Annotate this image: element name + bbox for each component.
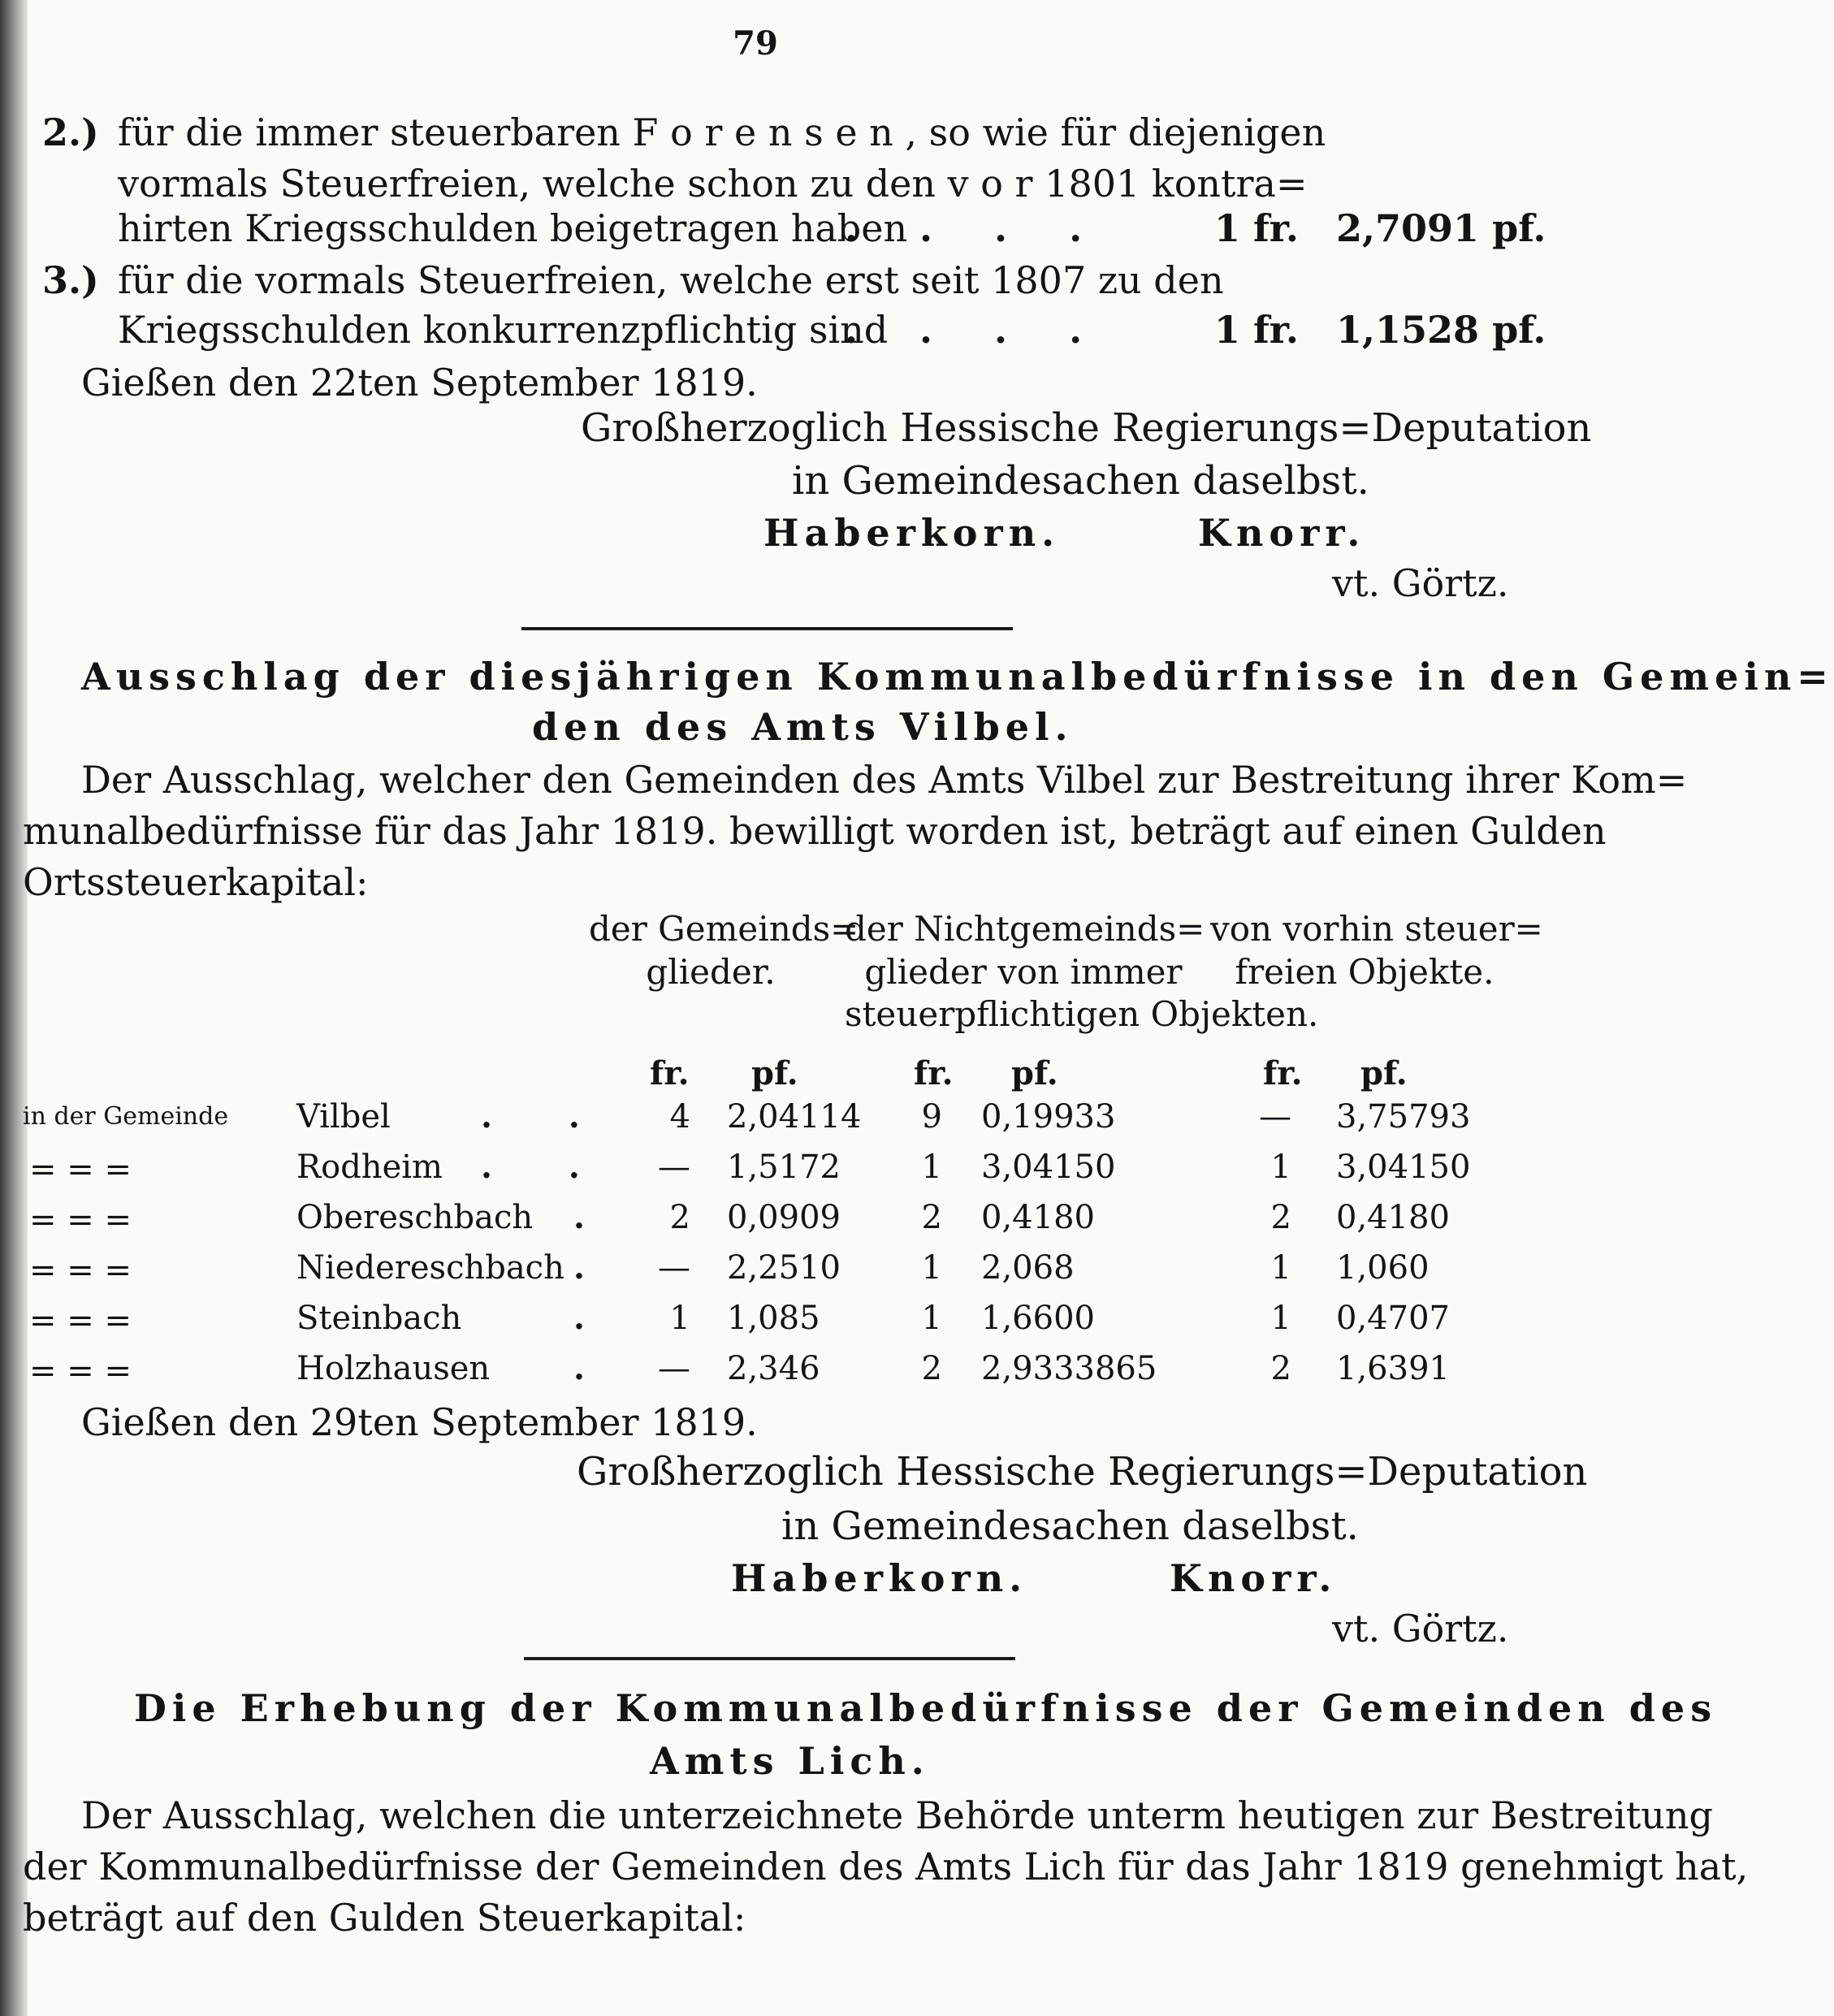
row-a-pf: 2,04114 bbox=[727, 1098, 862, 1136]
row-b-pf: 3,04150 bbox=[981, 1149, 1116, 1186]
row-place: Niedereschbach bbox=[296, 1249, 564, 1287]
row-b-kr: 2 bbox=[921, 1199, 942, 1236]
unit-pf-c: pf. bbox=[1360, 1054, 1408, 1092]
row-a-kr: — bbox=[658, 1350, 690, 1387]
row-a-kr: 4 bbox=[669, 1098, 690, 1136]
item-3-line-2: Kriegsschulden konkurrenzpflichtig sind bbox=[118, 308, 889, 352]
row-c-kr: 2 bbox=[1270, 1199, 1291, 1236]
row-a-pf: 0,0909 bbox=[727, 1199, 841, 1236]
row-dots: . bbox=[573, 1248, 585, 1287]
row-c-pf: 0,4707 bbox=[1336, 1300, 1450, 1337]
row-prefix: = = = bbox=[29, 1201, 132, 1239]
row-b-kr: 1 bbox=[921, 1249, 942, 1287]
row-c-pf: 0,4180 bbox=[1336, 1199, 1450, 1236]
vt-goertz-2: vt. Görtz. bbox=[1332, 1607, 1509, 1650]
row-a-kr: — bbox=[658, 1249, 690, 1287]
signatory-knorr-1: Knorr. bbox=[1198, 511, 1366, 555]
row-c-kr: 1 bbox=[1270, 1249, 1291, 1287]
signatory-haberkorn-2: Haberkorn. bbox=[731, 1556, 1028, 1600]
row-b-kr: 1 bbox=[921, 1300, 942, 1337]
row-prefix: in der Gemeinde bbox=[23, 1102, 229, 1131]
row-b-pf: 1,6600 bbox=[981, 1300, 1095, 1337]
item-2-pfennig: 2,7091 pf. bbox=[1336, 206, 1546, 250]
row-prefix: = = = bbox=[29, 1352, 132, 1390]
signatory-haberkorn-1: Haberkorn. bbox=[763, 511, 1061, 555]
row-dots: . . bbox=[481, 1148, 612, 1186]
date-line-2: Gießen den 29ten September 1819. bbox=[81, 1400, 758, 1444]
row-place: Rodheim bbox=[296, 1149, 443, 1186]
vt-goertz-1: vt. Görtz. bbox=[1332, 561, 1509, 605]
unit-kr-c: fr. bbox=[1263, 1054, 1303, 1092]
page-number: 79 bbox=[733, 24, 778, 63]
item-2-dots: . . . . bbox=[845, 206, 1107, 250]
unit-kr-a: fr. bbox=[650, 1054, 690, 1092]
row-a-pf: 2,2510 bbox=[727, 1249, 841, 1287]
section-divider-1 bbox=[521, 627, 1013, 630]
row-place: Holzhausen bbox=[296, 1350, 491, 1387]
row-dots: . bbox=[573, 1349, 585, 1387]
section-2-body-line-2: munalbedürfnisse für das Jahr 1819. bewilligt worden ist, beträgt auf einen Gulden bbox=[23, 809, 1607, 853]
section-3-title-line-2: Amts Lich. bbox=[650, 1739, 930, 1783]
unit-pf-a: pf. bbox=[751, 1054, 798, 1092]
section-3-body-line-3: beträgt auf den Gulden Steuerkapital: bbox=[23, 1896, 746, 1940]
row-a-kr: 1 bbox=[669, 1300, 690, 1337]
row-prefix: = = = bbox=[29, 1302, 132, 1339]
row-prefix: = = = bbox=[29, 1151, 132, 1188]
row-a-pf: 1,5172 bbox=[727, 1149, 841, 1186]
row-a-kr: — bbox=[658, 1149, 690, 1186]
section-2-body-line-1: Der Ausschlag, welcher den Gemeinden des Amts Vilbel zur Bestreitung ihrer Kom= bbox=[81, 758, 1688, 802]
row-dots: . bbox=[573, 1198, 585, 1236]
unit-kr-b: fr. bbox=[914, 1054, 954, 1092]
section-3-title-line-1: Die Erhebung der Kommunalbedürfnisse der Gemeinden des bbox=[134, 1686, 1718, 1730]
col-header-gemeindsglieder: der Gemeinds= glieder. bbox=[589, 909, 859, 992]
signature-authority-2-line-2: in Gemeindesachen daselbst. bbox=[781, 1503, 1359, 1549]
item-3-dots: . . . . bbox=[845, 308, 1107, 352]
row-place: Vilbel bbox=[296, 1098, 391, 1136]
row-c-kr: 2 bbox=[1270, 1350, 1291, 1387]
item-2-line-2: vormals Steuerfreien, welche schon zu den v o r 1801 kontra= bbox=[118, 162, 1308, 205]
section-divider-2 bbox=[524, 1657, 1015, 1660]
item-2-line-1: für die immer steuerbaren F o r e n s e n , so wie für diejenigen bbox=[118, 110, 1326, 154]
row-c-pf: 3,75793 bbox=[1336, 1098, 1471, 1136]
row-c-kr: — bbox=[1259, 1098, 1291, 1136]
section-3-body-line-1: Der Ausschlag, welchen die unterzeichnete Behörde unterm heutigen zur Bestreitung bbox=[81, 1793, 1713, 1837]
row-a-pf: 1,085 bbox=[727, 1300, 820, 1337]
item-3-kreuzer: 1 fr. bbox=[1214, 308, 1299, 352]
row-b-pf: 0,19933 bbox=[981, 1098, 1116, 1136]
date-line-1: Gießen den 22ten September 1819. bbox=[81, 361, 758, 404]
row-c-kr: 1 bbox=[1270, 1149, 1291, 1186]
signature-authority-1: Großherzoglich Hessische Regierungs=Deputation bbox=[581, 405, 1592, 451]
row-b-pf: 2,9333865 bbox=[981, 1350, 1157, 1387]
item-2-line-3: hirten Kriegsschulden beigetragen haben bbox=[118, 206, 908, 250]
col-header-steuerfreie-objekte: von vorhin steuer= freien Objekte. bbox=[1210, 909, 1543, 992]
section-2-title-line-2: den des Amts Vilbel. bbox=[532, 705, 1074, 749]
row-b-kr: 9 bbox=[921, 1098, 942, 1136]
row-c-pf: 3,04150 bbox=[1336, 1149, 1471, 1186]
row-b-kr: 1 bbox=[921, 1149, 942, 1186]
row-a-pf: 2,346 bbox=[727, 1350, 820, 1387]
signature-authority-1-line-2: in Gemeindesachen daselbst. bbox=[792, 458, 1369, 504]
row-dots: . . bbox=[481, 1097, 612, 1136]
row-b-pf: 0,4180 bbox=[981, 1199, 1095, 1236]
page-gutter-shadow bbox=[0, 0, 28, 2016]
item-3-line-1: für die vormals Steuerfreien, welche erst seit 1807 zu den bbox=[118, 258, 1224, 302]
row-place: Steinbach bbox=[296, 1300, 462, 1337]
row-c-kr: 1 bbox=[1270, 1300, 1291, 1337]
item-3-number: 3.) bbox=[42, 258, 99, 302]
item-3-pfennig: 1,1528 pf. bbox=[1336, 308, 1546, 352]
row-c-pf: 1,060 bbox=[1336, 1249, 1430, 1287]
section-3-body-line-2: der Kommunalbedürfnisse der Gemeinden des Amts Lich für das Jahr 1819 genehmigt hat, bbox=[23, 1845, 1749, 1888]
item-2-number: 2.) bbox=[42, 110, 99, 154]
row-b-kr: 2 bbox=[921, 1350, 942, 1387]
row-dots: . bbox=[573, 1299, 585, 1337]
row-b-pf: 2,068 bbox=[981, 1249, 1075, 1287]
signatory-knorr-2: Knorr. bbox=[1170, 1556, 1338, 1600]
unit-pf-b: pf. bbox=[1011, 1054, 1058, 1092]
section-2-body-line-3: Ortssteuerkapital: bbox=[23, 860, 369, 904]
signature-authority-2: Großherzoglich Hessische Regierungs=Deputation bbox=[577, 1449, 1588, 1495]
row-prefix: = = = bbox=[29, 1252, 132, 1289]
col-header-nichtgemeindsglieder: der Nichtgemeinds= glieder von immer steuerpflichtigen Objekten. bbox=[845, 909, 1319, 1034]
row-place: Obereschbach bbox=[296, 1199, 534, 1236]
row-a-kr: 2 bbox=[669, 1199, 690, 1236]
row-c-pf: 1,6391 bbox=[1336, 1350, 1450, 1387]
section-2-title-line-1: Ausschlag der diesjährigen Kommunalbedürfnisse in den Gemein= bbox=[81, 655, 1834, 699]
item-2-kreuzer: 1 fr. bbox=[1214, 206, 1299, 250]
